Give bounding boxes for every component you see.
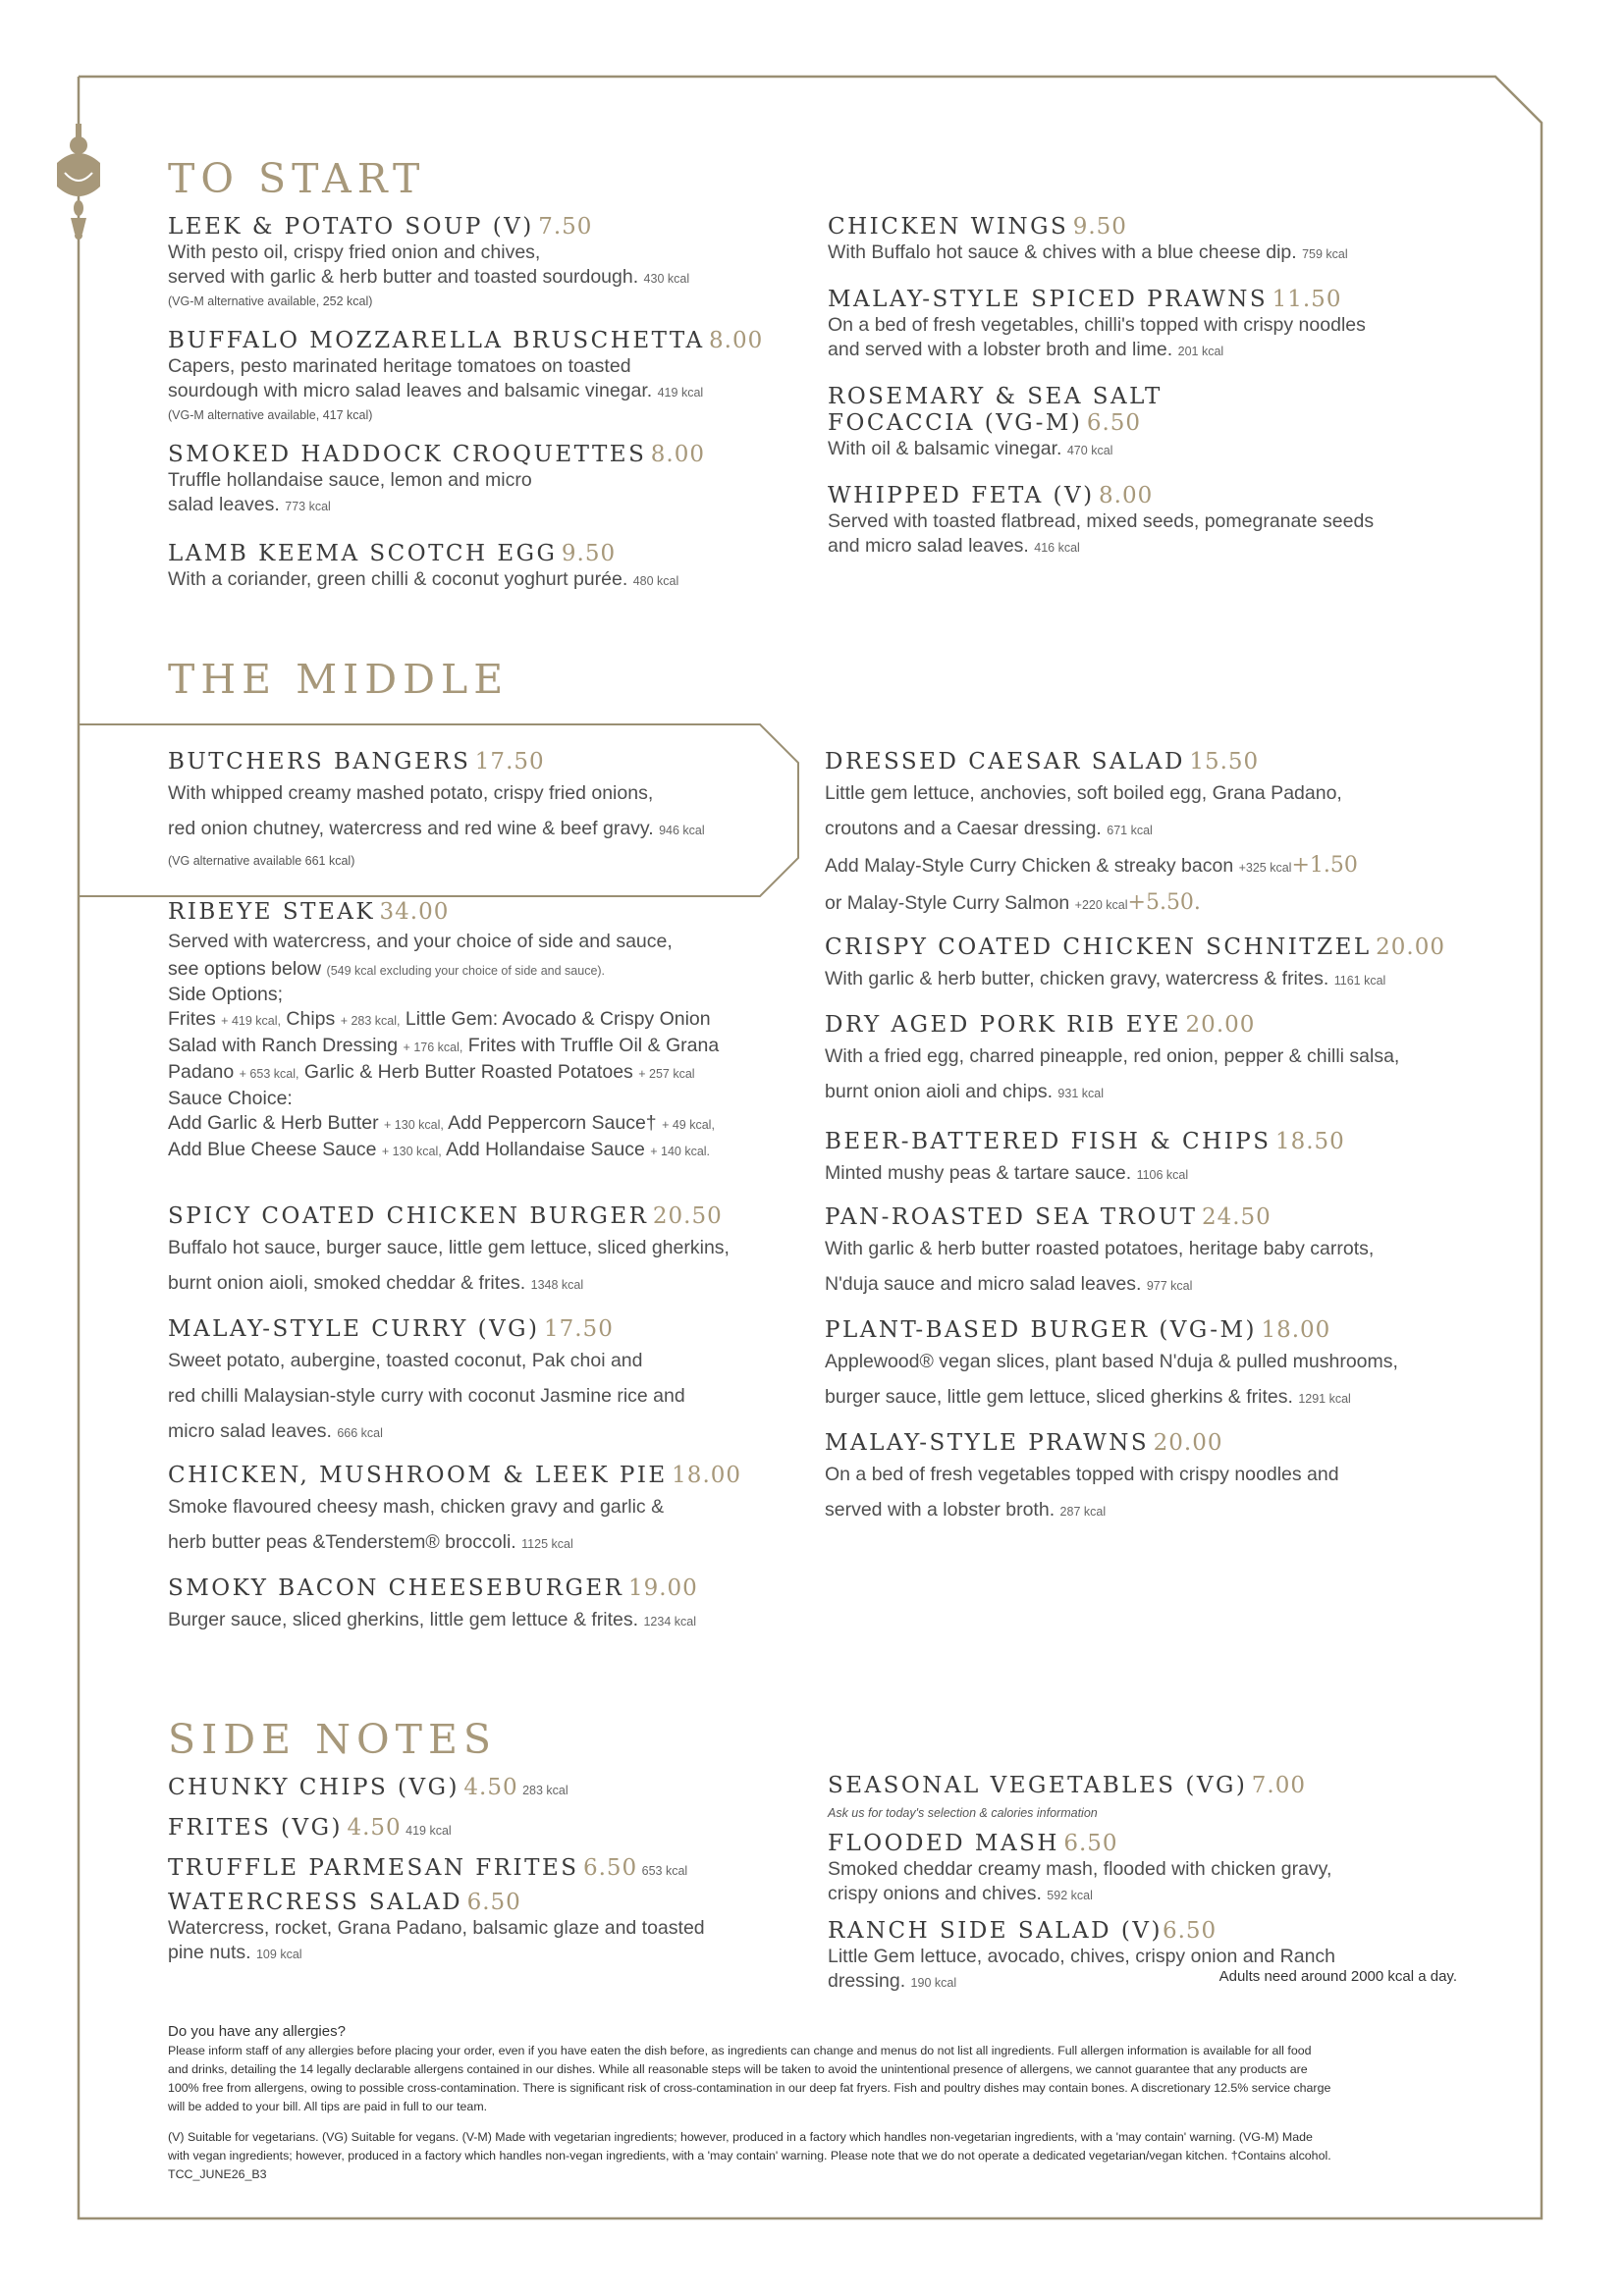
item-price: 11.50 [1272, 287, 1342, 312]
item-price: 8.00 [650, 442, 706, 467]
dietary-text-line: (V) Suitable for vegetarians. (VG) Suitable for vegans. (V-M) Made with vegetarian ingredients; however, produced in a factory which handles non-vegetarian ingredients, with a 'may contain' warning. (VG-M) Made [168, 2130, 1313, 2144]
item-desc: see options below [168, 958, 322, 980]
sauce-option-kcal: + 140 kcal. [650, 1145, 711, 1158]
item-desc: red onion chutney, watercress and red wine & beef gravy. [168, 818, 654, 839]
menu-code: TCC_JUNE26_B3 [168, 2167, 267, 2181]
addon-kcal: +220 kcal [1074, 898, 1128, 912]
sauce-option-kcal: + 130 kcal, [384, 1118, 444, 1132]
item-name: MALAY-STYLE SPICED PRAWNS [828, 287, 1269, 312]
item-name: SEASONAL VEGETABLES (VG) [828, 1773, 1248, 1798]
item-desc: Watercress, rocket, Grana Padano, balsamic glaze and toasted [168, 1917, 705, 1939]
menu-item [168, 1769, 796, 1809]
item-name: LEEK & POTATO SOUP (V) [168, 214, 534, 240]
daily-kcal-note: Adults need around 2000 kcal a day. [1218, 1968, 1457, 1985]
item-price: 4.50 [347, 1815, 402, 1841]
item-desc: Little gem lettuce, anchovies, soft boiled egg, Grana Padano, [825, 782, 1342, 804]
item-kcal: 480 kcal [632, 574, 679, 588]
side-option: Padano [168, 1061, 235, 1083]
item-kcal: 1161 kcal [1333, 974, 1386, 988]
sides-left-column [168, 1769, 796, 1967]
item-price: 34.00 [379, 899, 450, 925]
item-desc: With Buffalo hot sauce & chives with a blue cheese dip. [828, 241, 1297, 263]
item-desc: croutons and a Caesar dressing. [825, 818, 1102, 839]
item-desc: On a bed of fresh vegetables topped with crispy noodles and [825, 1464, 1339, 1485]
item-name: RIBEYE STEAK [168, 899, 376, 925]
sauce-option: Add Blue Cheese Sauce [168, 1139, 377, 1160]
menu-item [168, 1849, 796, 1890]
item-desc: Served with toasted flatbread, mixed seeds, pomegranate seeds [828, 510, 1375, 532]
item-kcal: 773 kcal [285, 500, 331, 513]
item-price: 9.50 [1072, 214, 1127, 240]
menu-item [168, 1809, 796, 1849]
addon-price: +5.50. [1127, 890, 1201, 915]
item-desc: Truffle hollandaise sauce, lemon and micro [168, 469, 532, 491]
item-name: BUFFALO MOZZARELLA BRUSCHETTA [168, 328, 705, 353]
sauce-choice-label: Sauce Choice: [168, 1088, 293, 1109]
item-price: 24.50 [1201, 1204, 1272, 1230]
item-name: SMOKY BACON CHEESEBURGER [168, 1575, 624, 1601]
addon-desc: or Malay-Style Curry Salmon [825, 892, 1070, 914]
menu-item [168, 1203, 796, 1303]
item-kcal: (549 kcal excluding your choice of side and sauce). [326, 964, 606, 978]
item-name: PAN-ROASTED SEA TROUT [825, 1204, 1198, 1230]
item-desc: On a bed of fresh vegetables, chilli's topped with crispy noodles [828, 314, 1366, 336]
item-desc: With pesto oil, crispy fried onion and chives, [168, 241, 541, 263]
menu-item [828, 287, 1495, 364]
item-kcal: 201 kcal [1177, 345, 1224, 358]
menu-item [828, 483, 1495, 561]
item-price: 4.50 [463, 1775, 518, 1800]
middle-right-column [825, 749, 1502, 1529]
item-desc: Minted mushy peas & tartare sauce. [825, 1162, 1132, 1184]
side-option: Salad with Ranch Dressing [168, 1035, 399, 1056]
sauce-option-kcal: + 130 kcal, [381, 1145, 442, 1158]
menu-item [168, 1463, 796, 1562]
sauce-option: Add Hollandaise Sauce [446, 1139, 645, 1160]
item-desc: Smoke flavoured cheesy mash, chicken gravy and garlic & [168, 1496, 665, 1518]
item-desc: Applewood® vegan slices, plant based N'duja & pulled mushrooms, [825, 1351, 1398, 1372]
sauce-option: Add Peppercorn Sauce† [448, 1112, 657, 1134]
menu-item [168, 1890, 796, 1967]
item-kcal: 977 kcal [1146, 1279, 1193, 1293]
item-price: 9.50 [561, 541, 617, 566]
item-price: 6.50 [1063, 1831, 1118, 1856]
item-desc: herb butter peas &Tenderstem® broccoli. [168, 1531, 516, 1553]
door-knocker-icon [43, 124, 114, 240]
item-kcal: 419 kcal [406, 1824, 452, 1838]
menu-item [828, 1769, 1495, 1821]
menu-item-caesar [825, 749, 1502, 923]
menu-item [168, 214, 796, 311]
menu-item [828, 214, 1495, 267]
item-desc: and served with a lobster broth and lime. [828, 339, 1173, 360]
item-name: CHUNKY CHIPS (VG) [168, 1775, 460, 1800]
side-option: Garlic & Herb Butter Roasted Potatoes [303, 1061, 633, 1083]
item-kcal: 430 kcal [643, 272, 690, 286]
item-price: 6.50 [1086, 410, 1142, 436]
item-name: LAMB KEEMA SCOTCH EGG [168, 541, 558, 566]
item-note: Ask us for today's selection & calories information [828, 1806, 1098, 1820]
item-name: TRUFFLE PARMESAN FRITES [168, 1855, 579, 1881]
item-kcal: 592 kcal [1047, 1889, 1093, 1902]
item-kcal: 1106 kcal [1136, 1168, 1189, 1182]
item-note: (VG alternative available 661 kcal) [168, 854, 355, 868]
start-left-column [168, 214, 796, 594]
sauce-option: Add Garlic & Herb Butter [168, 1112, 379, 1134]
menu-item [825, 1317, 1502, 1416]
item-price: 17.50 [543, 1316, 614, 1342]
menu-item [828, 1831, 1495, 1908]
item-desc: With oil & balsamic vinegar. [828, 438, 1062, 459]
menu-item-ribeye [168, 899, 796, 1164]
menu-item [825, 1129, 1502, 1193]
item-desc: burnt onion aioli, smoked cheddar & frites. [168, 1272, 526, 1294]
item-kcal: 1348 kcal [530, 1278, 584, 1292]
middle-left-column [168, 749, 796, 1639]
item-name: CRISPY COATED CHICKEN SCHNITZEL [825, 934, 1372, 960]
side-option-kcal: + 653 kcal, [239, 1067, 299, 1081]
sides-right-column [828, 1769, 1495, 1996]
item-kcal: 1291 kcal [1298, 1392, 1351, 1406]
menu-item [168, 1316, 796, 1451]
menu-item [828, 384, 1495, 463]
item-kcal: 283 kcal [522, 1784, 568, 1797]
item-kcal: 287 kcal [1059, 1505, 1107, 1519]
item-name: WATERCRESS SALAD [168, 1890, 463, 1915]
item-desc: N'duja sauce and micro salad leaves. [825, 1273, 1142, 1295]
addon-price: +1.50 [1291, 853, 1358, 878]
start-right-column [828, 214, 1495, 561]
side-option: Frites [168, 1008, 216, 1030]
item-desc: burnt onion aioli and chips. [825, 1081, 1053, 1102]
item-name: FRITES (VG) [168, 1815, 343, 1841]
item-desc: Burger sauce, sliced gherkins, little gem lettuce & frites. [168, 1609, 639, 1630]
item-price: 7.00 [1251, 1773, 1306, 1798]
item-desc: crispy onions and chives. [828, 1883, 1042, 1904]
item-desc: dressing. [828, 1970, 906, 1992]
item-kcal: 109 kcal [255, 1948, 302, 1961]
item-desc: With garlic & herb butter roasted potatoes, heritage baby carrots, [825, 1238, 1375, 1259]
item-price: 15.50 [1189, 749, 1260, 774]
item-name-cont: FOCACCIA (VG-M) [828, 410, 1083, 436]
item-note: (VG-M alternative available, 252 kcal) [168, 294, 373, 308]
item-desc: micro salad leaves. [168, 1420, 332, 1442]
item-desc: served with a lobster broth. [825, 1499, 1056, 1521]
item-desc: With whipped creamy mashed potato, crispy fried onions, [168, 782, 654, 804]
item-desc: salad leaves. [168, 494, 280, 515]
item-name: RANCH SIDE SALAD (V) [828, 1918, 1163, 1944]
allergy-text-line: and drinks, detailing the 14 legally declarable allergens contained in our dishes. While all reasonable steps will be taken to avoid the unintentional presence of allergens, we cannot guarantee that any products are [168, 2062, 1308, 2076]
sauce-option-kcal: + 49 kcal, [662, 1118, 715, 1132]
item-name: DRY AGED PORK RIB EYE [825, 1012, 1182, 1038]
item-price: 7.50 [538, 214, 593, 240]
item-desc: pine nuts. [168, 1942, 251, 1963]
item-kcal: 759 kcal [1302, 247, 1348, 261]
item-kcal: 1125 kcal [521, 1537, 573, 1551]
item-desc: and micro salad leaves. [828, 535, 1029, 557]
item-name: CHICKEN, MUSHROOM & LEEK PIE [168, 1463, 668, 1488]
item-name: SPICY COATED CHICKEN BURGER [168, 1203, 649, 1229]
allergy-text-line: 100% free from allergens, owing to possible cross-contamination. There is significant risk of cross-contamination in our deep fat fryers. Fish and poultry dishes may contain bones. A discretionary 12.5% service charge [168, 2081, 1331, 2095]
addon-desc: Add Malay-Style Curry Chicken & streaky bacon [825, 855, 1234, 877]
menu-item [168, 442, 796, 519]
menu-item [825, 934, 1502, 998]
item-price: 18.00 [672, 1463, 742, 1488]
item-name: ROSEMARY & SEA SALT [828, 384, 1163, 409]
item-desc: Buffalo hot sauce, burger sauce, little gem lettuce, sliced gherkins, [168, 1237, 730, 1258]
item-desc: sourdough with micro salad leaves and balsamic vinegar. [168, 380, 653, 401]
item-kcal: 419 kcal [657, 386, 704, 400]
side-options-label: Side Options; [168, 984, 284, 1005]
item-kcal: 190 kcal [910, 1976, 957, 1990]
item-price: 6.50 [1162, 1918, 1218, 1944]
item-kcal: 416 kcal [1034, 541, 1080, 555]
item-name: MALAY-STYLE CURRY (VG) [168, 1316, 540, 1342]
item-name: DRESSED CAESAR SALAD [825, 749, 1185, 774]
item-name: PLANT-BASED BURGER (VG-M) [825, 1317, 1258, 1343]
side-option-kcal: + 257 kcal [638, 1067, 695, 1081]
dietary-text-line: with vegan ingredients; however, produced in a factory which handles non-vegan ingredients, with a 'may contain' warning. Please note that we do not operate a dedicated vegetarian/vegan kitchen. †Contains alcohol. [168, 2149, 1331, 2163]
item-note: (VG-M alternative available, 417 kcal) [168, 408, 373, 422]
item-price: 18.00 [1261, 1317, 1331, 1343]
item-name: CHICKEN WINGS [828, 214, 1069, 240]
menu-item [825, 1430, 1502, 1529]
item-name: WHIPPED FETA (V) [828, 483, 1095, 508]
allergy-question: Do you have any allergies? [168, 2023, 346, 2040]
item-name: SMOKED HADDOCK CROQUETTES [168, 442, 647, 467]
menu-item [168, 328, 796, 425]
item-price: 18.50 [1274, 1129, 1345, 1154]
item-desc: red chilli Malaysian-style curry with coconut Jasmine rice and [168, 1385, 685, 1407]
menu-item [825, 1204, 1502, 1304]
item-kcal: 931 kcal [1057, 1087, 1104, 1100]
item-name: BUTCHERS BANGERS [168, 749, 471, 774]
item-kcal: 666 kcal [337, 1426, 383, 1440]
item-price: 8.00 [709, 328, 764, 353]
item-desc: burger sauce, little gem lettuce, sliced gherkins & frites. [825, 1386, 1293, 1408]
item-desc: Smoked cheddar creamy mash, flooded with chicken gravy, [828, 1858, 1332, 1880]
item-name: FLOODED MASH [828, 1831, 1059, 1856]
section-heading-the-middle: THE MIDDLE [168, 656, 510, 703]
item-desc: Sweet potato, aubergine, toasted coconut, Pak choi and [168, 1350, 643, 1371]
item-name: MALAY-STYLE PRAWNS [825, 1430, 1150, 1456]
side-option-kcal: + 176 kcal, [403, 1041, 463, 1054]
item-desc: With garlic & herb butter, chicken gravy, watercress & frites. [825, 968, 1329, 989]
item-kcal: 470 kcal [1066, 444, 1113, 457]
item-price: 17.50 [474, 749, 545, 774]
allergy-text-line: will be added to your bill. All tips are paid in full to our team. [168, 2100, 488, 2113]
item-price: 8.00 [1099, 483, 1154, 508]
item-price: 20.50 [652, 1203, 723, 1229]
item-price: 20.00 [1153, 1430, 1223, 1456]
side-option-kcal: + 419 kcal, [221, 1014, 281, 1028]
section-heading-to-start: TO START [168, 155, 426, 202]
item-kcal: 653 kcal [641, 1864, 688, 1878]
item-price: 6.50 [582, 1855, 638, 1881]
side-option: Chips [286, 1008, 336, 1030]
side-option: Frites with Truffle Oil & Grana [467, 1035, 720, 1056]
item-price: 19.00 [627, 1575, 698, 1601]
item-desc: With a fried egg, charred pineapple, red onion, pepper & chilli salsa, [825, 1045, 1400, 1067]
item-price: 20.00 [1185, 1012, 1256, 1038]
side-option: Little Gem: Avocado & Crispy Onion [405, 1008, 711, 1030]
side-option-kcal: + 283 kcal, [340, 1014, 401, 1028]
section-heading-side-notes: SIDE NOTES [168, 1716, 497, 1763]
item-desc: Served with watercress, and your choice of side and sauce, [168, 931, 673, 952]
menu-item [168, 749, 796, 874]
allergy-text-line: Please inform staff of any allergies before placing your order, even if you have eaten the dish before, as ingredients can change and menus do not list all ingredients. Full allergen information is available for all food [168, 2044, 1312, 2057]
item-desc: Little Gem lettuce, avocado, chives, crispy onion and Ranch [828, 1946, 1336, 1967]
item-price: 20.00 [1376, 934, 1445, 960]
item-kcal: 946 kcal [659, 824, 705, 837]
menu-item [168, 541, 796, 594]
item-desc: With a coriander, green chilli & coconut yoghurt purée. [168, 568, 628, 590]
item-name: BEER-BATTERED FISH & CHIPS [825, 1129, 1272, 1154]
item-desc: Capers, pesto marinated heritage tomatoes on toasted [168, 355, 631, 377]
menu-item [825, 1012, 1502, 1111]
item-price: 6.50 [466, 1890, 521, 1915]
allergy-info [168, 2022, 1484, 2184]
item-desc: served with garlic & herb butter and toasted sourdough. [168, 266, 639, 288]
item-kcal: 671 kcal [1107, 824, 1153, 837]
addon-kcal: +325 kcal [1238, 861, 1292, 875]
menu-item [168, 1575, 796, 1639]
item-kcal: 1234 kcal [643, 1615, 696, 1629]
